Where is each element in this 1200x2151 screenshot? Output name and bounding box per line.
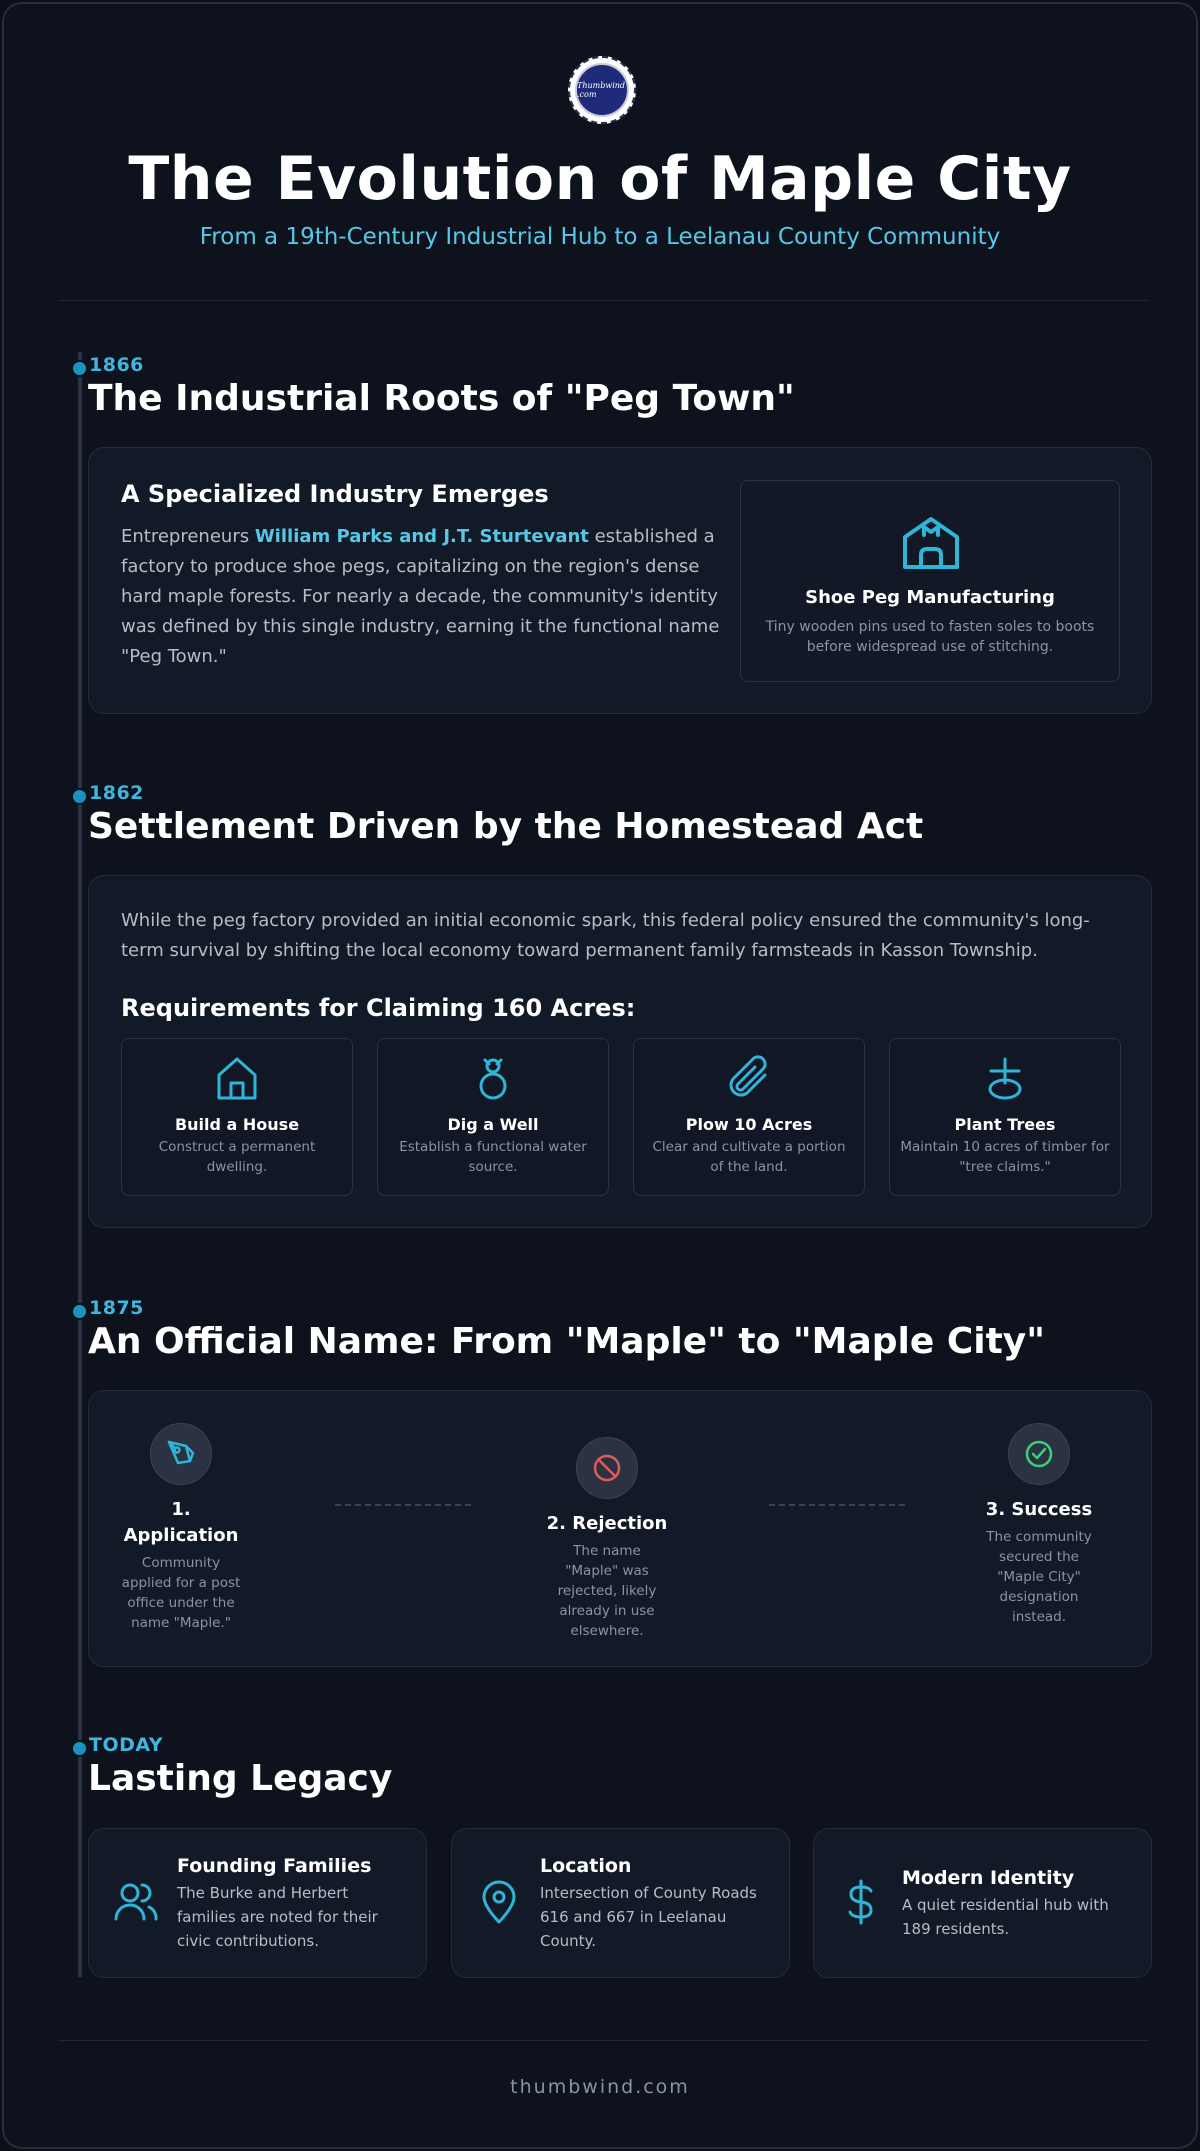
requirement-card [633, 1038, 865, 1196]
requirement-desc: Construct a permanent dwelling. [158, 1139, 316, 1175]
section-year: 1862 [89, 782, 144, 804]
footer-divider [58, 2040, 1148, 2041]
industry-card [88, 447, 1152, 714]
step-desc: Community applied for a post office under the name "Maple." [121, 1555, 241, 1631]
house-icon [122, 1055, 352, 1101]
step-desc: The community secured the "Maple City" designation instead. [986, 1529, 1092, 1625]
requirement-desc: Clear and cultivate a portion of the land. [652, 1139, 846, 1175]
infographic-frame [2, 2, 1198, 2149]
pen-icon [150, 1423, 212, 1485]
step-title: 3. Success [985, 1499, 1093, 1520]
legacy-card-identity [813, 1828, 1152, 1978]
thumbwind-logo [568, 56, 636, 124]
card-body: While the peg factory provided an initial economic spark, this federal policy ensured the community's long-term survival by shifting the local economy toward permanent family farmsteads in Kasson Township. [121, 910, 1090, 961]
step-connector [335, 1504, 471, 1506]
box-title: Shoe Peg Manufacturing [805, 587, 1055, 608]
timeline-dot [71, 1303, 88, 1320]
requirement-card [121, 1038, 353, 1196]
requirement-title: Dig a Well [447, 1115, 539, 1134]
requirement-desc: Maintain 10 acres of timber for "tree claims." [900, 1139, 1110, 1175]
section-title: The Industrial Roots of "Peg Town" [88, 378, 795, 419]
legacy-card-location [451, 1828, 790, 1978]
step-desc: The name "Maple" was rejected, likely already in use elsewhere. [557, 1543, 657, 1639]
requirement-desc: Establish a functional water source. [399, 1139, 587, 1175]
section-year: 1875 [89, 1297, 144, 1319]
section-title: An Official Name: From "Maple" to "Maple City" [88, 1321, 1046, 1362]
naming-card [88, 1390, 1152, 1667]
legacy-card-families [88, 1828, 427, 1978]
section-year: 1866 [89, 354, 144, 376]
timeline-line [78, 352, 82, 1977]
legacy-title: Modern Identity [902, 1867, 1075, 1889]
well-icon [378, 1055, 608, 1101]
step-success [977, 1423, 1101, 1627]
page-title: The Evolution of Maple City [128, 144, 1072, 214]
founders-highlight: William Parks and J.T. Sturtevant [254, 526, 589, 547]
step-connector [769, 1504, 905, 1506]
paperclip-icon [634, 1055, 864, 1101]
requirement-card [377, 1038, 609, 1196]
legacy-title: Location [540, 1855, 632, 1877]
timeline-dot [71, 1740, 88, 1757]
step-title: 1. Application [123, 1499, 239, 1546]
shoe-peg-box [740, 480, 1120, 682]
footer-text: thumbwind.com [510, 2076, 690, 2098]
section-title: Lasting Legacy [88, 1758, 393, 1799]
factory-icon [901, 515, 961, 571]
step-title: 2. Rejection [546, 1513, 668, 1534]
legacy-title: Founding Families [177, 1855, 372, 1877]
box-desc: Tiny wooden pins used to fasten soles to boots before widespread use of stitching. [765, 619, 1095, 655]
card-title: A Specialized Industry Emerges [121, 480, 549, 508]
sprout-icon [890, 1055, 1120, 1101]
legacy-desc: A quiet residential hub with 189 residents. [902, 1896, 1109, 1938]
map-pin-icon [476, 1879, 522, 1929]
step-rejection [545, 1437, 669, 1641]
timeline-dot [71, 788, 88, 805]
legacy-desc: Intersection of County Roads 616 and 667 in Leelanau County. [540, 1884, 757, 1950]
requirement-title: Build a House [174, 1115, 300, 1134]
ban-icon [576, 1437, 638, 1499]
check-circle-icon [1008, 1423, 1070, 1485]
header-divider [58, 300, 1148, 301]
homestead-card [88, 875, 1152, 1228]
card-body: Entrepreneurs William Parks and J.T. Sturtevant established a factory to produce shoe pegs, capitalizing on the region's dense hard maple forests. For nearly a decade, the community's identity was defined by this single industry, earning it the functional name "Peg Town." [121, 526, 720, 667]
dollar-icon [838, 1879, 884, 1929]
users-icon [113, 1879, 159, 1929]
legacy-desc: The Burke and Herbert families are noted for their civic contributions. [177, 1884, 378, 1950]
logo-seal [575, 63, 629, 117]
requirement-card [889, 1038, 1121, 1196]
requirement-title: Plant Trees [954, 1115, 1056, 1134]
step-application [119, 1423, 243, 1633]
logo-text: Thumbwind .com [577, 81, 626, 99]
timeline-dot [71, 360, 88, 377]
section-year: TODAY [89, 1734, 164, 1756]
page-subtitle: From a 19th-Century Industrial Hub to a Leelanau County Community [199, 224, 1001, 250]
section-title: Settlement Driven by the Homestead Act [88, 806, 924, 847]
requirement-title: Plow 10 Acres [685, 1115, 813, 1134]
requirements-heading: Requirements for Claiming 160 Acres: [121, 994, 636, 1022]
